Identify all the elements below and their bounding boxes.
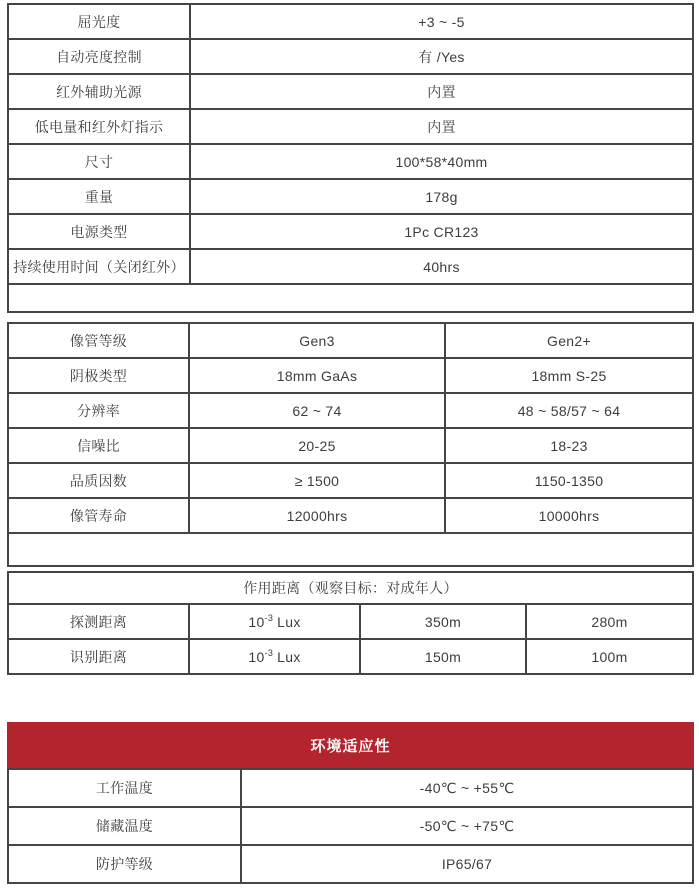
table-row (9, 357, 692, 392)
gen3-value: 18mm GaAs (188, 359, 444, 392)
gen3-distance: 350m (359, 605, 525, 638)
illumination-base: 10 (248, 648, 265, 665)
spec-value: 有 /Yes (189, 40, 692, 73)
spec-label: 工作温度 (95, 780, 154, 796)
spec-value: 178g (189, 180, 692, 213)
illumination-exponent: -3 (264, 647, 274, 658)
empty-spacer-row (9, 283, 692, 311)
tube-comparison-table (7, 322, 694, 567)
general-spec-table (7, 3, 694, 313)
spec-value: IP65/67 (240, 846, 692, 882)
spec-label: 自动亮度控制 (56, 48, 142, 65)
empty-spacer-row (9, 532, 692, 565)
spec-label: 识别距离 (69, 648, 128, 665)
table-row (9, 73, 692, 108)
gen3-distance: 150m (359, 640, 525, 673)
illumination-cell (188, 640, 359, 673)
spec-label: 像管寿命 (69, 507, 128, 524)
spec-label: 低电量和红外灯指示 (34, 118, 164, 135)
gen3-value: 62 ~ 74 (188, 394, 444, 427)
spec-value: +3 ~ -5 (189, 5, 692, 38)
spec-value: 内置 (189, 75, 692, 108)
table-row (9, 806, 692, 844)
spec-label: 重量 (84, 188, 114, 205)
spec-label: 像管等级 (69, 332, 128, 349)
gen2-value: 18-23 (444, 429, 692, 462)
spec-label: 尺寸 (84, 153, 114, 170)
gen2-value: 18mm S-25 (444, 359, 692, 392)
spec-value: -40℃ ~ +55℃ (240, 770, 692, 806)
illumination-cell (188, 605, 359, 638)
table-row (9, 603, 692, 638)
gen2-value: 1150-1350 (444, 464, 692, 497)
illumination-base: 10 (248, 613, 265, 630)
spec-label: 屈光度 (77, 13, 121, 30)
gen2-value: 10000hrs (444, 499, 692, 532)
env-table (7, 768, 694, 884)
table-row (9, 5, 692, 38)
gen3-value: 20-25 (188, 429, 444, 462)
table-row (9, 392, 692, 427)
table-row (9, 108, 692, 143)
illumination-exponent: -3 (264, 612, 274, 623)
table-row (9, 213, 692, 248)
table-row (9, 324, 692, 357)
table-row (9, 497, 692, 532)
table-row (9, 248, 692, 283)
range-table-title: 作用距离（观察目标：对成年人） (243, 580, 458, 596)
gen2-distance: 100m (525, 640, 692, 673)
spec-label: 储藏温度 (95, 818, 154, 834)
illumination-unit: Lux (277, 648, 301, 665)
spec-label: 持续使用时间（关闭红外） (13, 258, 185, 275)
spec-value: 40hrs (189, 250, 692, 283)
gen2-distance: 280m (525, 605, 692, 638)
spec-value: 内置 (189, 110, 692, 143)
illumination-unit: Lux (277, 613, 301, 630)
range-header-row (9, 573, 692, 603)
table-row (9, 178, 692, 213)
table-row (9, 638, 692, 673)
table-row (9, 38, 692, 73)
gen3-value: 12000hrs (188, 499, 444, 532)
spec-label: 信噪比 (77, 437, 120, 454)
range-table (7, 571, 694, 675)
spec-value: 100*58*40mm (189, 145, 692, 178)
table-row (9, 844, 692, 882)
spec-label: 红外辅助光源 (56, 83, 142, 100)
spec-label: 电源类型 (70, 223, 128, 240)
env-table-title: 环境适应性 (7, 722, 694, 768)
table-row (9, 143, 692, 178)
spec-value: -50℃ ~ +75℃ (240, 808, 692, 844)
spec-label: 探测距离 (69, 613, 128, 630)
spec-label: 阴极类型 (69, 367, 128, 384)
gen2-value: Gen2+ (444, 324, 692, 357)
spec-label: 分辨率 (77, 402, 120, 419)
gen2-value: 48 ~ 58/57 ~ 64 (444, 394, 692, 427)
spec-label: 品质因数 (69, 472, 128, 489)
table-row (9, 462, 692, 497)
gen3-value: ≥ 1500 (188, 464, 444, 497)
table-row (9, 427, 692, 462)
spec-label: 防护等级 (95, 856, 154, 872)
table-row (9, 770, 692, 806)
gen3-value: Gen3 (188, 324, 444, 357)
spec-value: 1Pc CR123 (189, 215, 692, 248)
